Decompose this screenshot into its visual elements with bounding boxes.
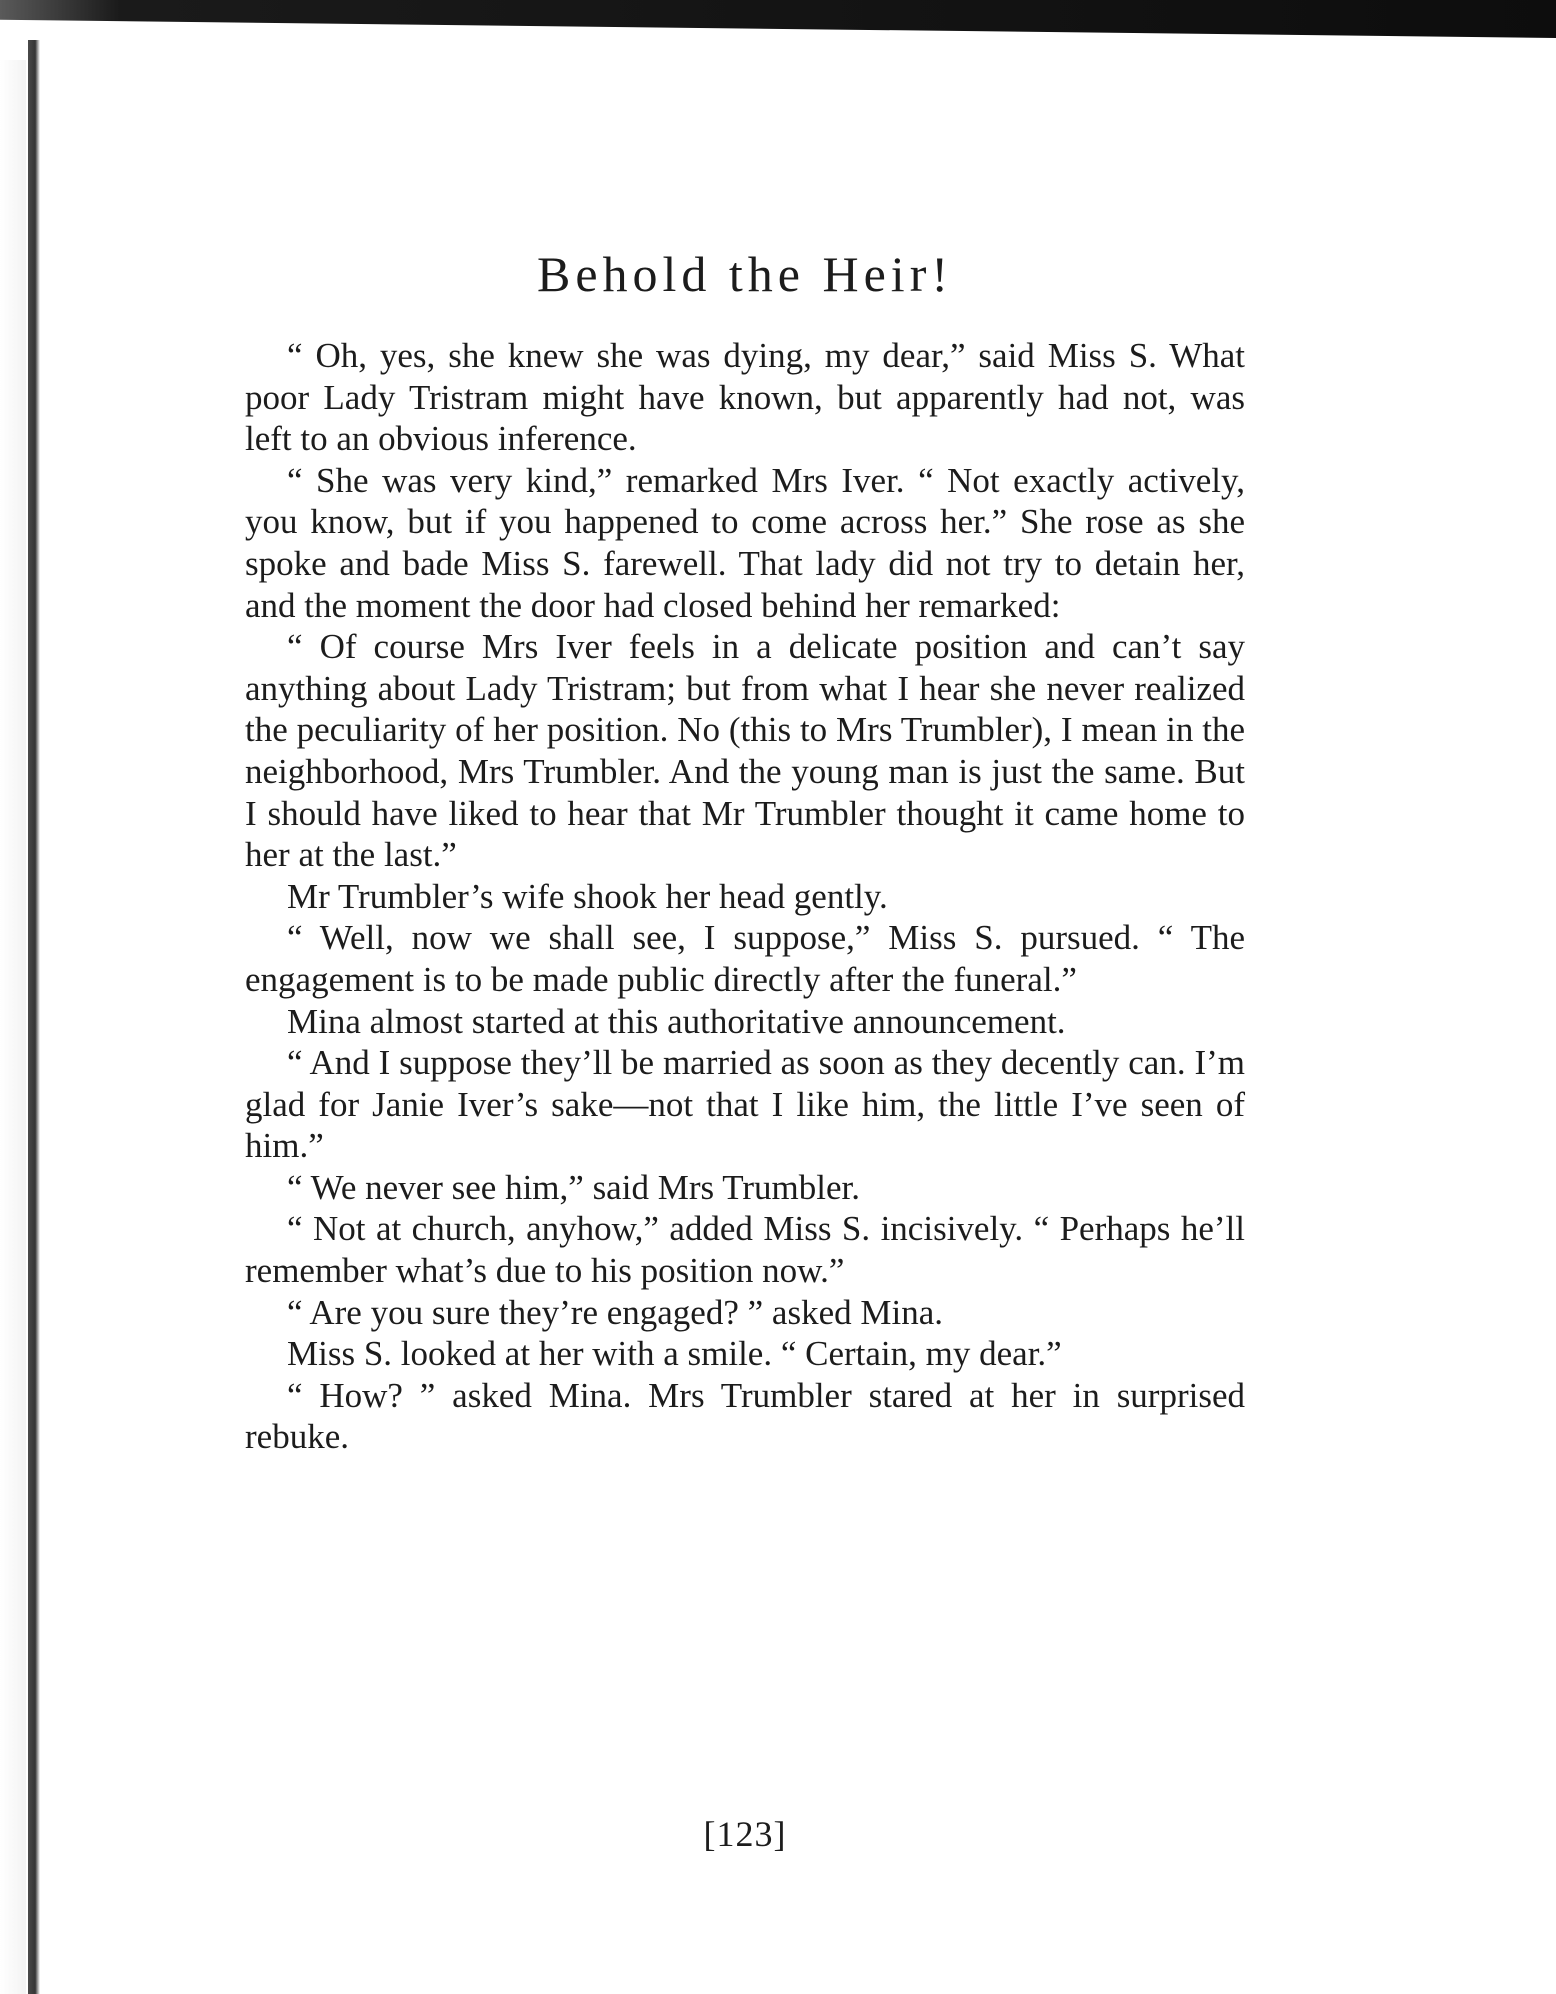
paragraph: “ Oh, yes, she knew she was dying, my dear,” said Miss S. What poor Lady Tristram might have known, but apparently had not, was left to an obvious inference. [245,336,1245,459]
body-text [245,335,1245,1458]
book-page [245,235,1245,1855]
paragraph: Miss S. looked at her with a smile. “ Certain, my dear.” [287,1334,1062,1374]
paragraph: “ And I suppose they’ll be married as soon as they decently can. I’m glad for Janie Iver’s sake—not that I like him, the little I’ve seen of him.” [245,1043,1245,1166]
page-number: [123] [703,1814,787,1854]
paragraph: “ Of course Mrs Iver feels in a delicate position and can’t say anything about Lady Tristram; but from what I hear she never realized the peculiarity of her position. No (this to Mrs Trumbler), I mean in the neighborhood, Mrs Trumbler. And the young man is just the same. But I should have liked to hear that Mr Trumbler thought it came home to her at the last.” [245,627,1245,875]
scan-top-edge [0,0,1556,38]
paragraph: “ How? ” asked Mina. Mrs Trumbler stared at her in surprised rebuke. [245,1375,1245,1457]
paragraph: “ She was very kind,” remarked Mrs Iver. “ Not exactly actively, you know, but if you happened to come across her.” She rose as she spoke and bade Miss S. farewell. That lady did not try to detain her, and the moment the door had closed behind her remarked: [245,460,1245,625]
scan-left-margin [0,60,26,1994]
paragraph: “ Well, now we shall see, I suppose,” Miss S. pursued. “ The engagement is to be made public directly after the funeral.” [245,918,1245,999]
paragraph: Mr Trumbler’s wife shook her head gently. [287,876,888,916]
paragraph: Mina almost started at this authoritative announcement. [287,1001,1066,1041]
paragraph: “ Are you sure they’re engaged? ” asked Mina. [287,1292,943,1332]
paragraph: “ Not at church, anyhow,” added Miss S. incisively. “ Perhaps he’ll remember what’s due to his position now.” [245,1209,1245,1291]
paragraph: “ We never see him,” said Mrs Trumbler. [287,1167,860,1207]
running-title: Behold the Heir! [536,246,953,302]
scan-binding-shadow [28,40,40,1994]
